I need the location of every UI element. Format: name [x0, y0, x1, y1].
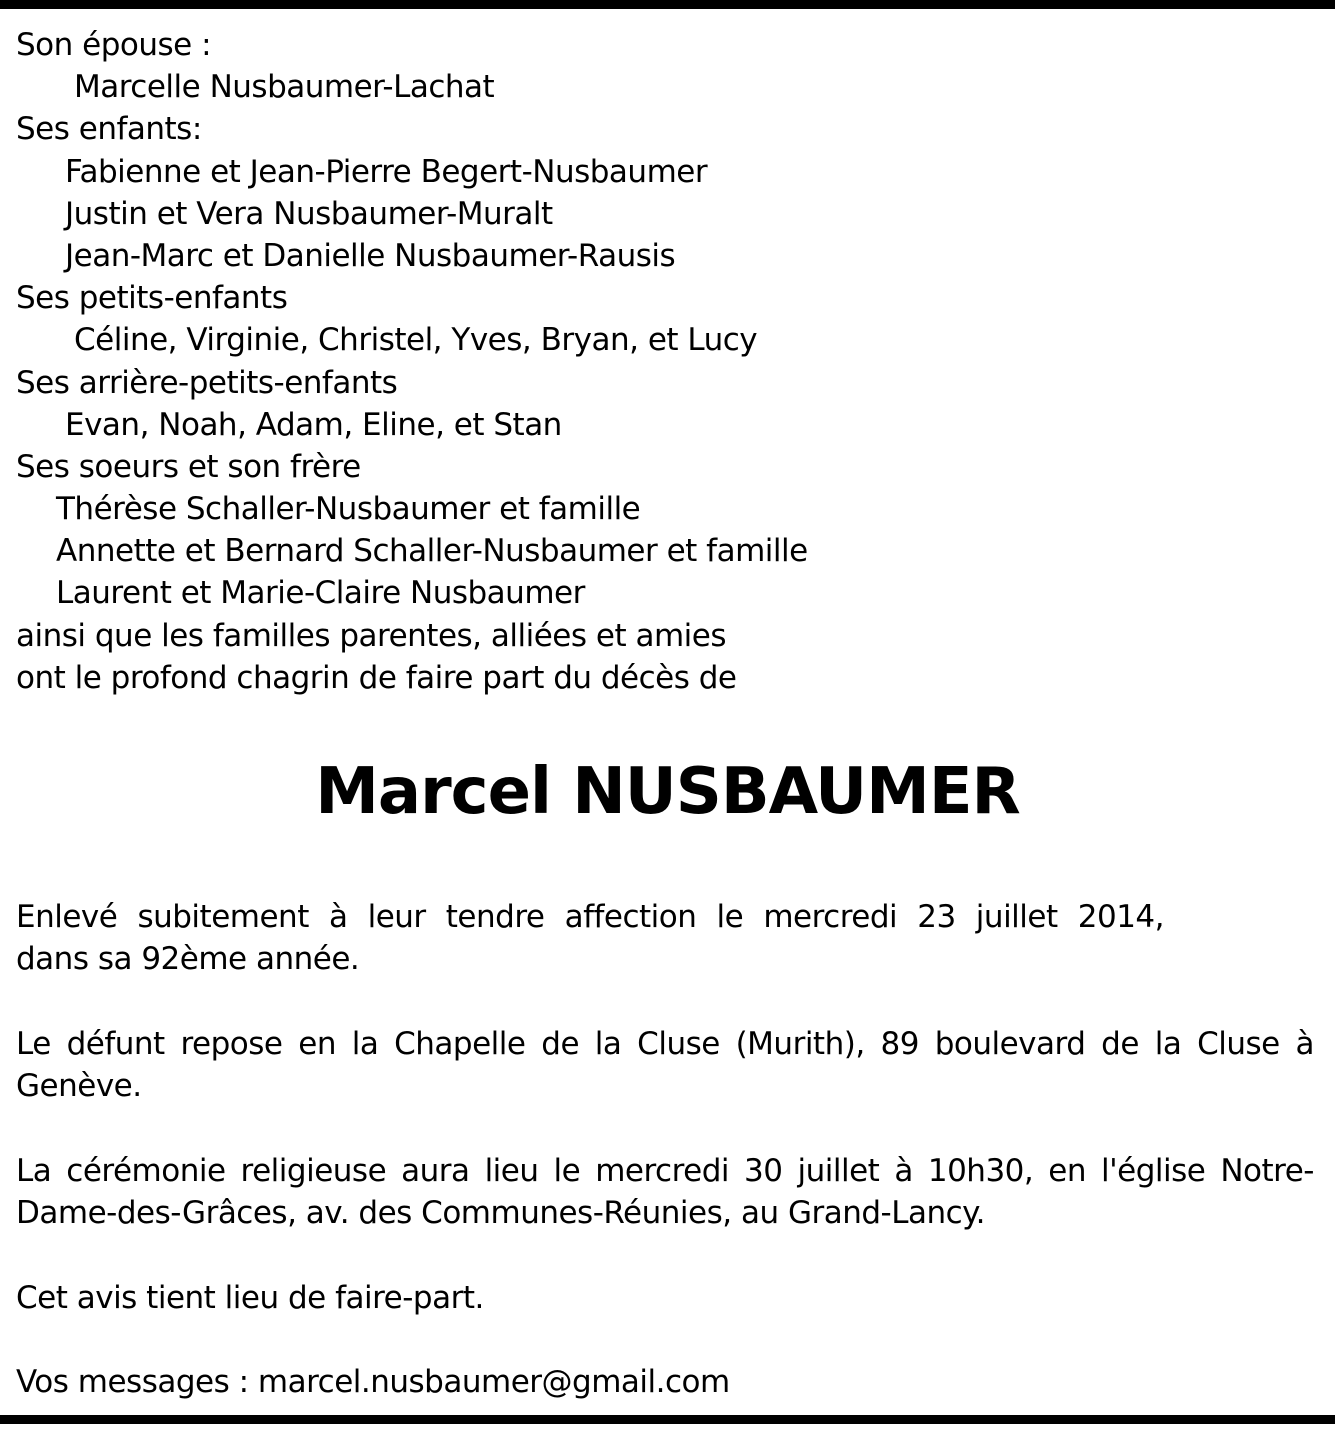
sibling-line: Laurent et Marie-Claire Nusbaumer [56, 575, 585, 612]
family-list [16, 24, 1316, 699]
age-line: dans sa 92ème année. [16, 941, 360, 978]
ceremony-paragraph: La cérémonie religieuse aura lieu le mercredi 30 juillet à 10h30, en l'église Notre-Dame-des-Grâces, av. des Communes-Réunies, au Grand-Lancy. [16, 1153, 1314, 1232]
death-paragraph [16, 896, 1314, 980]
great-grandchildren-names: Evan, Noah, Adam, Eline, et Stan [65, 406, 562, 443]
siblings-heading: Ses soeurs et son frère [16, 448, 361, 485]
repose-paragraph: Le défunt repose en la Chapelle de la Cluse (Murith), 89 boulevard de la Cluse à Genève. [16, 1026, 1314, 1105]
notice-paragraph: Cet avis tient lieu de faire-part. [16, 1280, 484, 1316]
spouse-heading: Son épouse : [16, 27, 212, 63]
children-heading: Ses enfants: [16, 111, 202, 148]
bottom-border-rule [0, 1415, 1335, 1424]
child-line: Justin et Vera Nusbaumer-Muralt [65, 195, 553, 232]
extended-family-line: ainsi que les familles parentes, alliées et amies [16, 617, 726, 654]
sibling-line: Thérèse Schaller-Nusbaumer et famille [56, 491, 641, 528]
messages-paragraph: Vos messages : marcel.nusbaumer@gmail.com [16, 1364, 730, 1400]
sibling-line: Annette et Bernard Schaller-Nusbaumer et famille [56, 533, 808, 570]
great-grandchildren-heading: Ses arrière-petits-enfants [16, 364, 398, 401]
grandchildren-heading: Ses petits-enfants [16, 280, 288, 317]
spouse-name: Marcelle Nusbaumer-Lachat [74, 69, 495, 106]
child-line: Jean-Marc et Danielle Nusbaumer-Rausis [65, 237, 676, 274]
announcement-line: ont le profond chagrin de faire part du décès de [16, 659, 737, 696]
deceased-name: Marcel NUSBAUMER [315, 755, 1020, 829]
grandchildren-names: Céline, Virginie, Christel, Yves, Bryan, et Lucy [74, 322, 758, 359]
top-border-rule [0, 0, 1335, 9]
child-line: Fabienne et Jean-Pierre Begert-Nusbaumer [65, 153, 708, 190]
death-date-line: Enlevé subitement à leur tendre affection le mercredi 23 juillet 2014, [16, 899, 1164, 935]
